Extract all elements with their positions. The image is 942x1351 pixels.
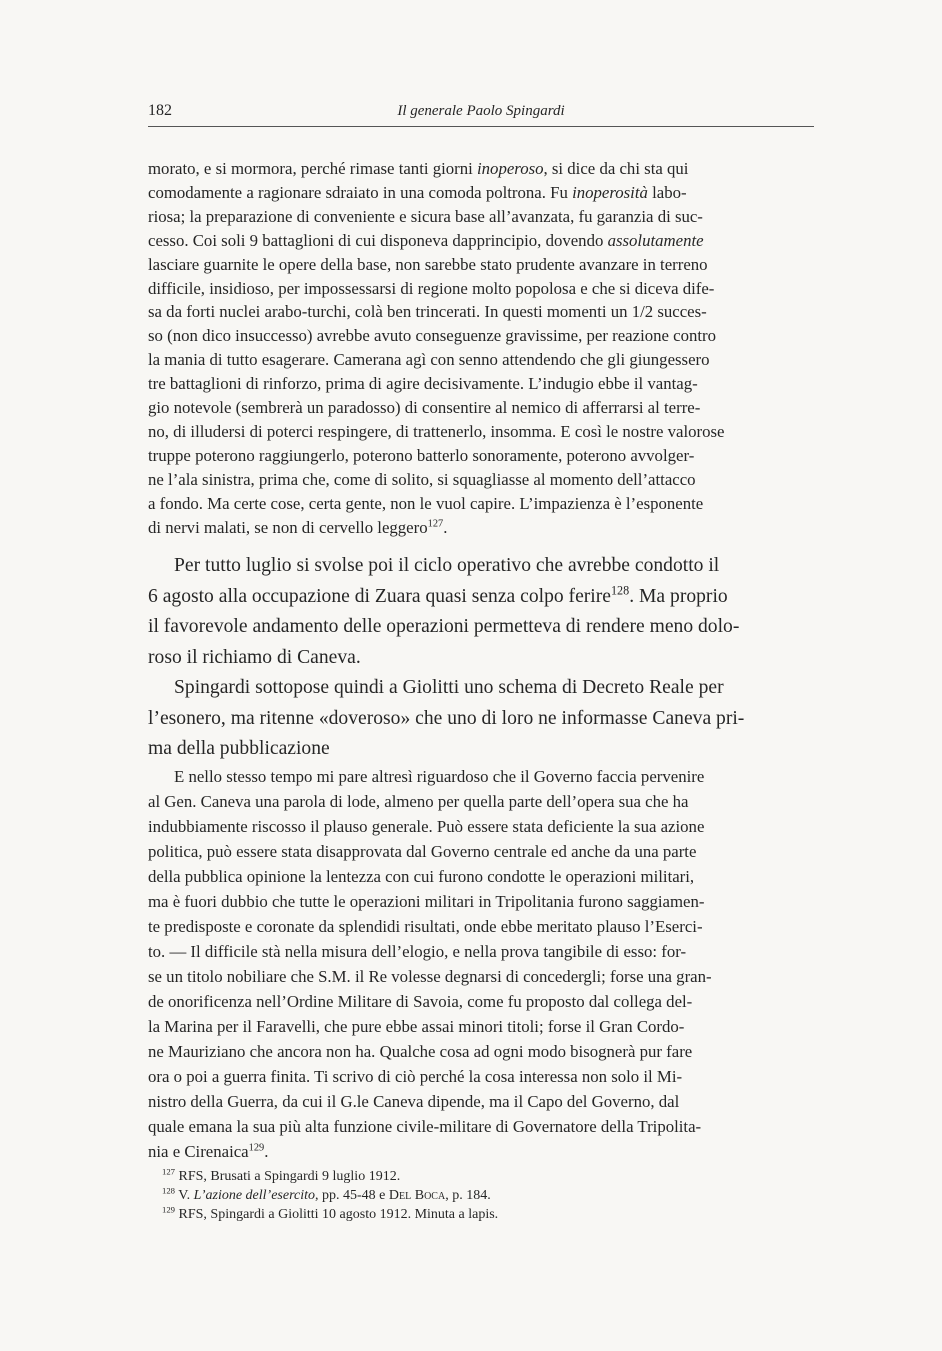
- quote-line: quale emana la sua più alta funzione civile-militare di Governatore della Tripolita-: [148, 1117, 702, 1136]
- quote-line: [148, 181, 814, 205]
- body-line: Spingardi sottopose quindi a Giolitti uno schema di Decreto Reale per: [174, 677, 724, 698]
- footnote-text: , p. 184.: [445, 1188, 491, 1203]
- footnote-128: [162, 1186, 814, 1205]
- footnotes: [162, 1167, 814, 1224]
- quote-line: de onorificenza nell’Ordine Militare di Savoia, come fu proposto dal collega del-: [148, 992, 693, 1011]
- running-title: Il generale Paolo Spingardi: [397, 103, 565, 119]
- body-text: [148, 551, 814, 765]
- body-line: [148, 582, 814, 613]
- page-number: 182: [148, 102, 172, 119]
- header-rule: [148, 126, 814, 127]
- quote-line: E nello stesso tempo mi pare altresì riguardoso che il Governo faccia pervenire: [174, 767, 705, 786]
- quote-line: se un titolo nobiliare che S.M. il Re volesse degnarsi di concedergli; forse una gran-: [148, 967, 712, 986]
- footnote-ref-128[interactable]: 128: [610, 582, 630, 597]
- quote-line: difficile, insidioso, per impossessarsi di regione molto popolosa e che si diceva dife-: [148, 278, 715, 298]
- quote-line: della pubblica opinione la lentezza con cui furono condotte le operazioni militari,: [148, 867, 695, 886]
- quote-text: labo-: [647, 182, 687, 202]
- quote-line: al Gen. Caneva una parola di lode, almeno per quella parte dell’opera sua che ha: [148, 792, 689, 811]
- cited-author: Del Boca: [388, 1188, 446, 1203]
- quote-line: gio notevole (sembrerà un paradosso) di consentire al nemico di afferrarsi al terre-: [148, 398, 701, 418]
- body-line: l’esonero, ma ritenne «doveroso» che uno di loro ne informasse Caneva pri-: [148, 707, 745, 729]
- body-line: ma della pubblicazione: [148, 738, 330, 759]
- quote-line: indubbiamente riscosso il plauso generale. Può essere stata deficiente la sua azione: [148, 817, 705, 836]
- footnote-127: [162, 1167, 814, 1186]
- quote-line: te predisposte e coronate da splendidi risultati, onde ebbe meritato plauso l’Eserci-: [148, 917, 703, 936]
- quote-text: morato, e si mormora, perché rimase tanti giorni: [148, 159, 477, 178]
- quote-line: to. — Il difficile stà nella misura dell’elogio, e nella prova tangibile di esso: for-: [148, 942, 687, 961]
- quote-line: a fondo. Ma certe cose, certa gente, non le vuol capire. L’impazienza è l’esponente: [148, 493, 704, 513]
- body-line: roso il richiamo di Caneva.: [148, 646, 361, 668]
- footnote-number: 129: [162, 1204, 176, 1215]
- quote-text: di nervi malati, se non di cervello leggero: [148, 517, 428, 537]
- quotation-block-1: [148, 157, 814, 540]
- footnote-number: 128: [162, 1185, 176, 1196]
- body-line: il favorevole andamento delle operazioni permetteva di rendere meno dolo-: [148, 616, 740, 637]
- quote-line: riosa; la preparazione di conveniente e sicura base all’avanzata, fu garanzia di suc-: [148, 206, 703, 226]
- quote-line: ora o poi a guerra finita. Ti scrivo di ciò perché la cosa interessa non solo il Mi-: [148, 1067, 683, 1086]
- quote-line: so (non dico insuccesso) avrebbe avuto conseguenze gravissime, per reazione contro: [148, 326, 717, 346]
- quote-line: ma è fuori dubbio che tutte le operazioni militari in Tripolitania furono saggiamen-: [148, 892, 705, 911]
- quote-text: nia e Cirenaica: [148, 1142, 249, 1161]
- footnote-text: , pp. 45-48 e: [315, 1188, 389, 1203]
- quote-text: comodamente a ragionare sdraiato in una comoda poltrona. Fu: [148, 182, 573, 202]
- body-line: Per tutto luglio si svolse poi il ciclo operativo che avrebbe condotto il: [174, 555, 720, 576]
- quote-line: ne Mauriziano che ancora non ha. Qualche cosa ad ogni modo bisognerà pur fare: [148, 1042, 693, 1061]
- footnote-ref-127[interactable]: 127: [427, 518, 444, 529]
- quote-line: [148, 157, 814, 181]
- footnote-text: RFS, Spingardi a Giolitti 10 agosto 1912. Minuta a lapis.: [178, 1207, 499, 1222]
- page-header: [148, 102, 814, 126]
- quote-line: ne l’ala sinistra, prima che, come di solito, si squagliasse al momento dell’attacco: [148, 469, 696, 489]
- quote-line: no, di illudersi di poterci respingere, di trattenerlo, insomma. E così le nostre valorose: [148, 421, 725, 441]
- body-text-run: 6 agosto alla occupazione di Zuara quasi senza colpo ferire: [148, 585, 611, 607]
- quote-line: [148, 229, 814, 253]
- quote-line: lasciare guarnite le opere della base, non sarebbe stato prudente avanzare in terreno: [148, 254, 708, 274]
- quote-line: la mania di tutto esagerare. Camerana agì con senno attendendo che gli giungessero: [148, 350, 710, 370]
- cited-title: L’azione dell’esercito: [193, 1188, 316, 1203]
- footnote-ref-129[interactable]: 129: [248, 1142, 265, 1154]
- quote-text: .: [443, 517, 448, 537]
- footnote-129: [162, 1205, 814, 1224]
- quote-line: truppe poterono raggiungerlo, poterono batterlo sonoramente, poterono avvolger-: [148, 445, 695, 465]
- italic-word: inoperoso: [477, 159, 544, 178]
- quote-line: [148, 516, 814, 540]
- quote-line: nistro della Guerra, da cui il G.le Caneva dipende, ma il Capo del Governo, dal: [148, 1092, 680, 1111]
- quote-text: cesso. Coi soli 9 battaglioni di cui disponeva dapprincipio, dovendo: [148, 230, 608, 250]
- quote-line: [148, 1139, 814, 1164]
- footnote-number: 127: [162, 1166, 176, 1177]
- footnote-text: V.: [178, 1188, 194, 1203]
- footnote-text: RFS, Brusati a Spingardi 9 luglio 1912.: [178, 1169, 401, 1184]
- quote-text: , si dice da chi sta qui: [543, 159, 689, 178]
- quote-line: la Marina per il Faravelli, che pure ebbe assai minori titoli; forse il Gran Cordo-: [148, 1017, 685, 1036]
- quote-text: .: [264, 1142, 269, 1161]
- quote-line: tre battaglioni di rinforzo, prima di agire decisivamente. L’indugio ebbe il vantag-: [148, 374, 698, 394]
- quote-line: sa da forti nuclei arabo-turchi, colà ben trincerati. In questi momenti un 1/2 succes-: [148, 302, 707, 322]
- quotation-block-2: [148, 764, 814, 1164]
- quote-line: politica, può essere stata disapprovata dal Governo centrale ed anche da una parte: [148, 842, 697, 861]
- italic-word: inoperosità: [572, 182, 648, 202]
- body-text-run: . Ma proprio: [629, 585, 728, 607]
- italic-word: assolutamente: [607, 230, 704, 250]
